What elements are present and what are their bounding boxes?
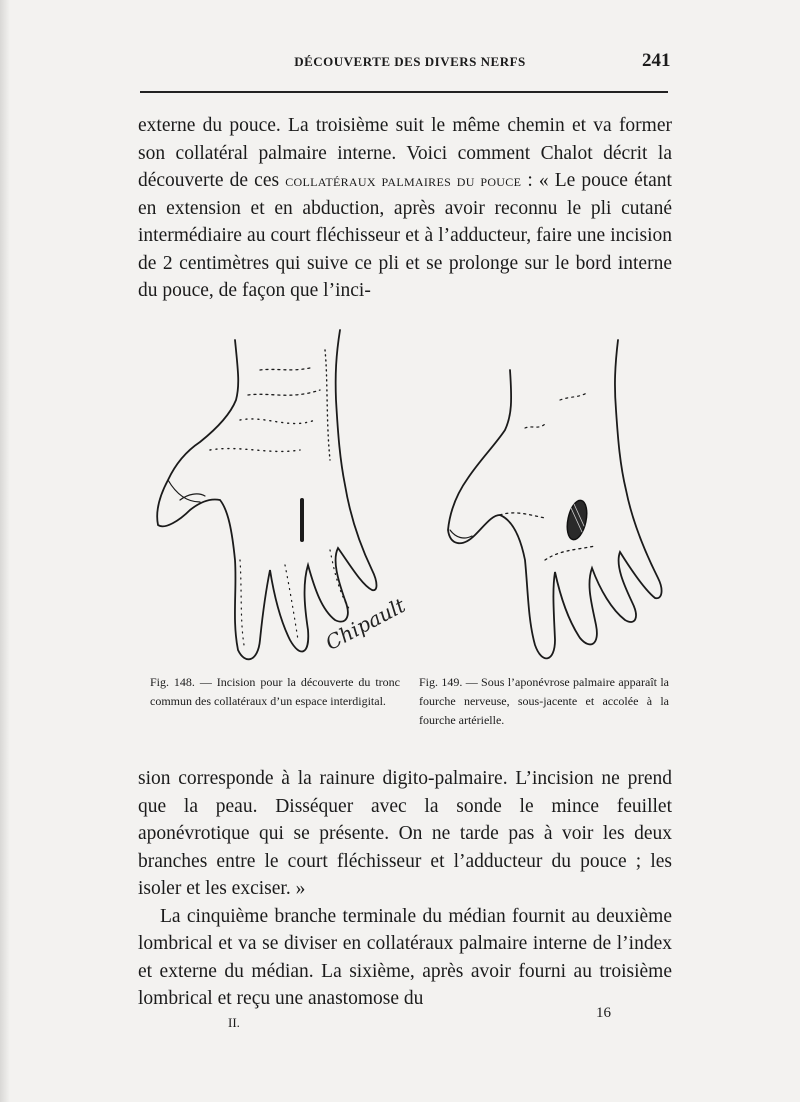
text-run: : « Le pouce étant en extension et en abduction, après avoir reconnu le pli cutané intermédiaire au court fléchisseur et à l’adducteur, faire une incision de 2 centimètres qui suive ce pli et se prolonge sur le bord interne du pouce, de façon que l’inci- — [138, 170, 672, 301]
artist-signature: Chipault — [321, 593, 410, 655]
signature-mark: II. — [228, 1015, 240, 1030]
page-number: 241 — [642, 50, 671, 71]
figure-148-caption: Fig. 148. — Incision pour la découverte du tronc commun des collatéraux d’un espace interdigital. — [150, 675, 400, 708]
body-text-top — [138, 112, 672, 305]
text-run: externe du pouce. La troisième suit le même chemin et va former son collatéral palmaire interne. Voici comment Chalot décrit la découverte de ces — [138, 115, 672, 191]
body-text-bottom — [138, 765, 672, 1013]
paragraph: La cinquième branche terminale du médian fournit au deuxième lombrical et va se diviser en collatéraux palmaire interne de l’index et externe du médian. La sixième, après avoir fourni au troisième lombrical et reçu une anastomose du — [138, 905, 672, 1009]
paragraph — [138, 112, 672, 305]
running-title: DÉCOUVERTE DES DIVERS NERFS — [294, 54, 526, 69]
small-caps-term: collatéraux palmaires du pouce — [285, 171, 522, 190]
header-rule — [140, 91, 668, 93]
page-edge-shadow — [0, 0, 10, 1102]
sheet-number: 16 — [596, 1005, 611, 1021]
paragraph: sion corresponde à la rainure digito-palmaire. L’incision ne prend que la peau. Disséquer avec la sonde le mince feuillet aponévrotique qui se présente. On ne tarde pas à voir les deux branches entre le court fléchisseur et l’adducteur du pouce ; les isoler et les exciser. » — [138, 768, 672, 899]
figure-149-illustration — [420, 320, 700, 675]
figure-149-caption: Fig. 149. — Sous l’aponévrose palmaire apparaît la fourche nerveuse, sous-jacente et accolée à la fourche artérielle. — [419, 675, 669, 727]
